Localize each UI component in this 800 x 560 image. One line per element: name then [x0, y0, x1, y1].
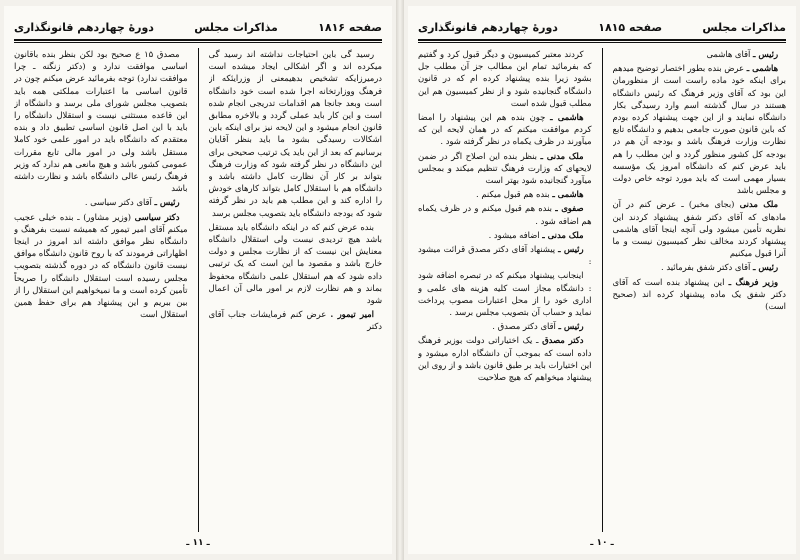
- paragraph: مصدق ۱۵ ع صحیح بود لکن بنظر بنده باقانون اساسی موافقت ندارد و (دکتر زنگنه ـ چرا موافقت ندارد) توجه بفرمائید عرض میکنم چون در قانون اساسی ما اعتبارات مملکتی همه باید بتصویب مجلس شورای ملی برسد و دانشگاه از این قاعده مستثنی نیست و استقلال دانشگاه را باید با این اصل قانون اساسی تطبیق داد و بنده معتقدم که دانشگاه باید در امور علمی خود کاملا مستقل باشد ولی در امور مالی تابع مقررات عمومی کشور باشد و هیچ مانعی هم ندارد که وزیر فرهنگ رئیس عالی دانشگاه باشد و نظارت داشته باشد: [14, 49, 188, 194]
- paragraph: وزیر فرهنگ ـ این پیشنهاد بنده است که آقای دکتر شفق یک ماده پیشنهاد کرده اند (صحیح است): [612, 276, 786, 312]
- paragraph: صفوی ـ بنده هم قبول میکنم و در ظرف یکماه هم اضافه شود .: [418, 203, 592, 226]
- right-page-columns: [418, 48, 786, 532]
- paragraph: رئیس ـ آقای دکتر سیاسی .: [84, 197, 180, 208]
- paragraph: دکتر مصدق ـ یک اختیاراتی دولت بوزیر فرهنگ داده است که بموجب آن دانشگاه اداره میشود و این اختیارات باید بر طبق قانون باشد و از روی این پیشنهاد میخواهم که هیچ صلاحیت: [418, 335, 592, 383]
- left-page-column-right: [209, 48, 383, 532]
- paragraph: رئیس ـ آقای دکتر شفق بفرمائید .: [661, 262, 778, 273]
- paragraph: هاشمی ـ بنده هم قبول میکنم .: [476, 189, 584, 200]
- paragraph: رسید گی باین احتیاجات نداشته اند رسید گی میکرده اند و اگر اشکالی ایجاد میشده است درمیرزایکه تشخیص بدهیمعنی از وزرایئکه از فرهنگ ووزارتخانه اجرا شده است خود دانشگاه است وبعد جانجا هم اقدامات تدریجی انجام شده است و این کار باید عملی گردد و بالاخره مطابق قانون انجام میشود و این لایحه نیز برای اینکه باین اشکالات رسیدگی بشود ما باید بنظر آقایان برسانیم که بعد از این باید یک ترتیب صحیحی برای این دانشگاه در نظر گرفته شود که وزارت فرهنگ بتواند بر کار آن نظارت کامل داشته باشد و دانشگاه هم با استقلال کامل بتواند کارهای خودش را اداره کند و این مطلب هم باید در نظر گرفته شود که بودجه دانشگاه باید بتصویب مجلس برسد: [208, 49, 382, 218]
- paragraph: بنده عرض کنم که در اینکه دانشگاه باید مستقل باشد هیچ تردیدی نیست ولی استقلال دانشگاه معنایش این نیست که از نظارت مجلس و دولت خارج باشد و مقصود ما این است که یک ترتیبی داده شود که هم استقلال علمی دانشگاه محفوظ بماند و هم نظارت لازم بر امور مالی آن اعمال شود: [208, 221, 382, 306]
- right-page-footer-number: ـ ۱۰ ـ: [590, 538, 614, 548]
- paragraph: ملک مدنی (بجای مخبر) ـ عرض کنم در آن مادهای که آقای دکتر شفق پیشنهاد کردند این نظریه تأمین میشود ولی آنچه اینجا آقای هاشمی پیشنهاد کردند مخالف نظر کمیسیون نیست و ما آنرا قبول میکنیم: [612, 199, 786, 259]
- right-page-period-title: دورهٔ چهاردهم قانونگذاری: [418, 20, 558, 34]
- paragraph: هاشمی ـ چون بنده هم این پیشنهاد را امضا کردم موافقت میکنم که در همان لایحه این که میآورند در ظرف یکماه در نظر گرفته شود .: [418, 112, 592, 147]
- header-rule-thin: [14, 42, 382, 43]
- paragraph: رئیس ـ آقای دکتر مصدق .: [492, 321, 584, 332]
- header-rule: [418, 39, 786, 41]
- paragraph: ملک مدنی ـ بنظر بنده این اصلاح اگر در ضمن لایحهای که وزارت فرهنگ تنظیم میکند و بمجلس میآورد گنجانیده شود بهتر است: [418, 150, 592, 186]
- right-page-header: [418, 16, 786, 38]
- column-divider: [602, 48, 603, 532]
- left-page: [4, 6, 392, 554]
- column-divider: [198, 48, 199, 532]
- left-page-header: [14, 16, 382, 38]
- right-page: [408, 6, 796, 554]
- paragraph: امیر تیمور . عرض کنم فرمایشات جناب آقای دکتر: [208, 309, 382, 332]
- paragraph: رئیس ـ آقای هاشمی: [706, 49, 778, 59]
- right-page-number: صفحه ۱۸۱۵: [598, 20, 663, 34]
- right-page-column-right: [613, 48, 787, 532]
- left-page-number: صفحه ۱۸۱۶: [318, 20, 382, 34]
- right-page-center-title: مذاکرات مجلس: [702, 20, 786, 34]
- book-gutter: [396, 0, 404, 560]
- paragraph: رئیس ـ پیشنهاد آقای دکتر مصدق قرائت میشود :: [418, 244, 592, 267]
- paragraph: دکتر سیاسی (وزیر مشاور) ـ بنده خیلی عجیب میکنم آقای امیر تیمور که همیشه نسبت بفرهنگ و دانشگاه نظر موافق داشته اند امروز در اینجا اظهاراتی فرمودند که با روح قانون دانشگاه موافق نیست قانون دانشگاه که در دوره گذشته بتصویب مجلس رسیده است استقلال دانشگاه را صریحاً تأمین کرده است و ما نمیخواهیم این استقلال را از بین ببریم و این پیشنهاد هم برای حفظ همین استقلال است: [14, 211, 188, 320]
- left-page-center-title: مذاکرات مجلس: [194, 20, 278, 34]
- header-rule: [14, 39, 382, 41]
- left-page-columns: [14, 48, 382, 532]
- paragraph: هاشمی ـ عرض بنده بطور اختصار توضیح میدهم برای اینکه خود ماده راست است از منظورمان این بود که آقای وزیر فرهنگ که رئیس دانشگاه هستند در سال گذشته اسم وارد رسیدگی بکار دانشگاه نمایند و از این جهت پیشنهاد کرده بودم که باین قانون صورت جامعی بدهیم و دانشگاه تابع نظارت وزارت فرهنگ باشد و بودجه آن هم در بودجه کل کشور منظور گردد و این مطلب را هم باید عرض کنم که دانشگاه امروز یک مؤسسه بسیار مهمی است که باید مورد توجه خاص دولت و مجلس باشد: [612, 63, 786, 196]
- left-page-period-title: دورهٔ چهاردهم قانونگذاری: [14, 20, 154, 34]
- header-rule-thin: [418, 42, 786, 43]
- paragraph: اینجانب پیشنهاد میکنم که در تبصره اضافه شود : دانشگاه مجاز است کلیه هزینه های علمی و اداری خود را از محل اعتبارات مصوب پرداخت نماید و حساب آن بتصویب مجلس برسد .: [418, 270, 592, 318]
- right-page-column-left: [418, 48, 592, 532]
- paragraph: ملک مدنی ـ اضافه میشود .: [488, 229, 584, 240]
- left-page-column-left: [14, 48, 188, 532]
- left-page-footer-number: ـ ۱۱ ـ: [186, 538, 210, 548]
- paragraph: کردند معتبر کمیسیون و دیگر قبول کرد و گفتیم که بفرمائید تمام این مطالب جز آن مطلب جل بشود زیرا بنده پیشنهاد کرده ام که در قانون دانشگاه گنجانیده شود و از نظر کمیسیون هم این مطلب قبول شده است: [418, 49, 592, 108]
